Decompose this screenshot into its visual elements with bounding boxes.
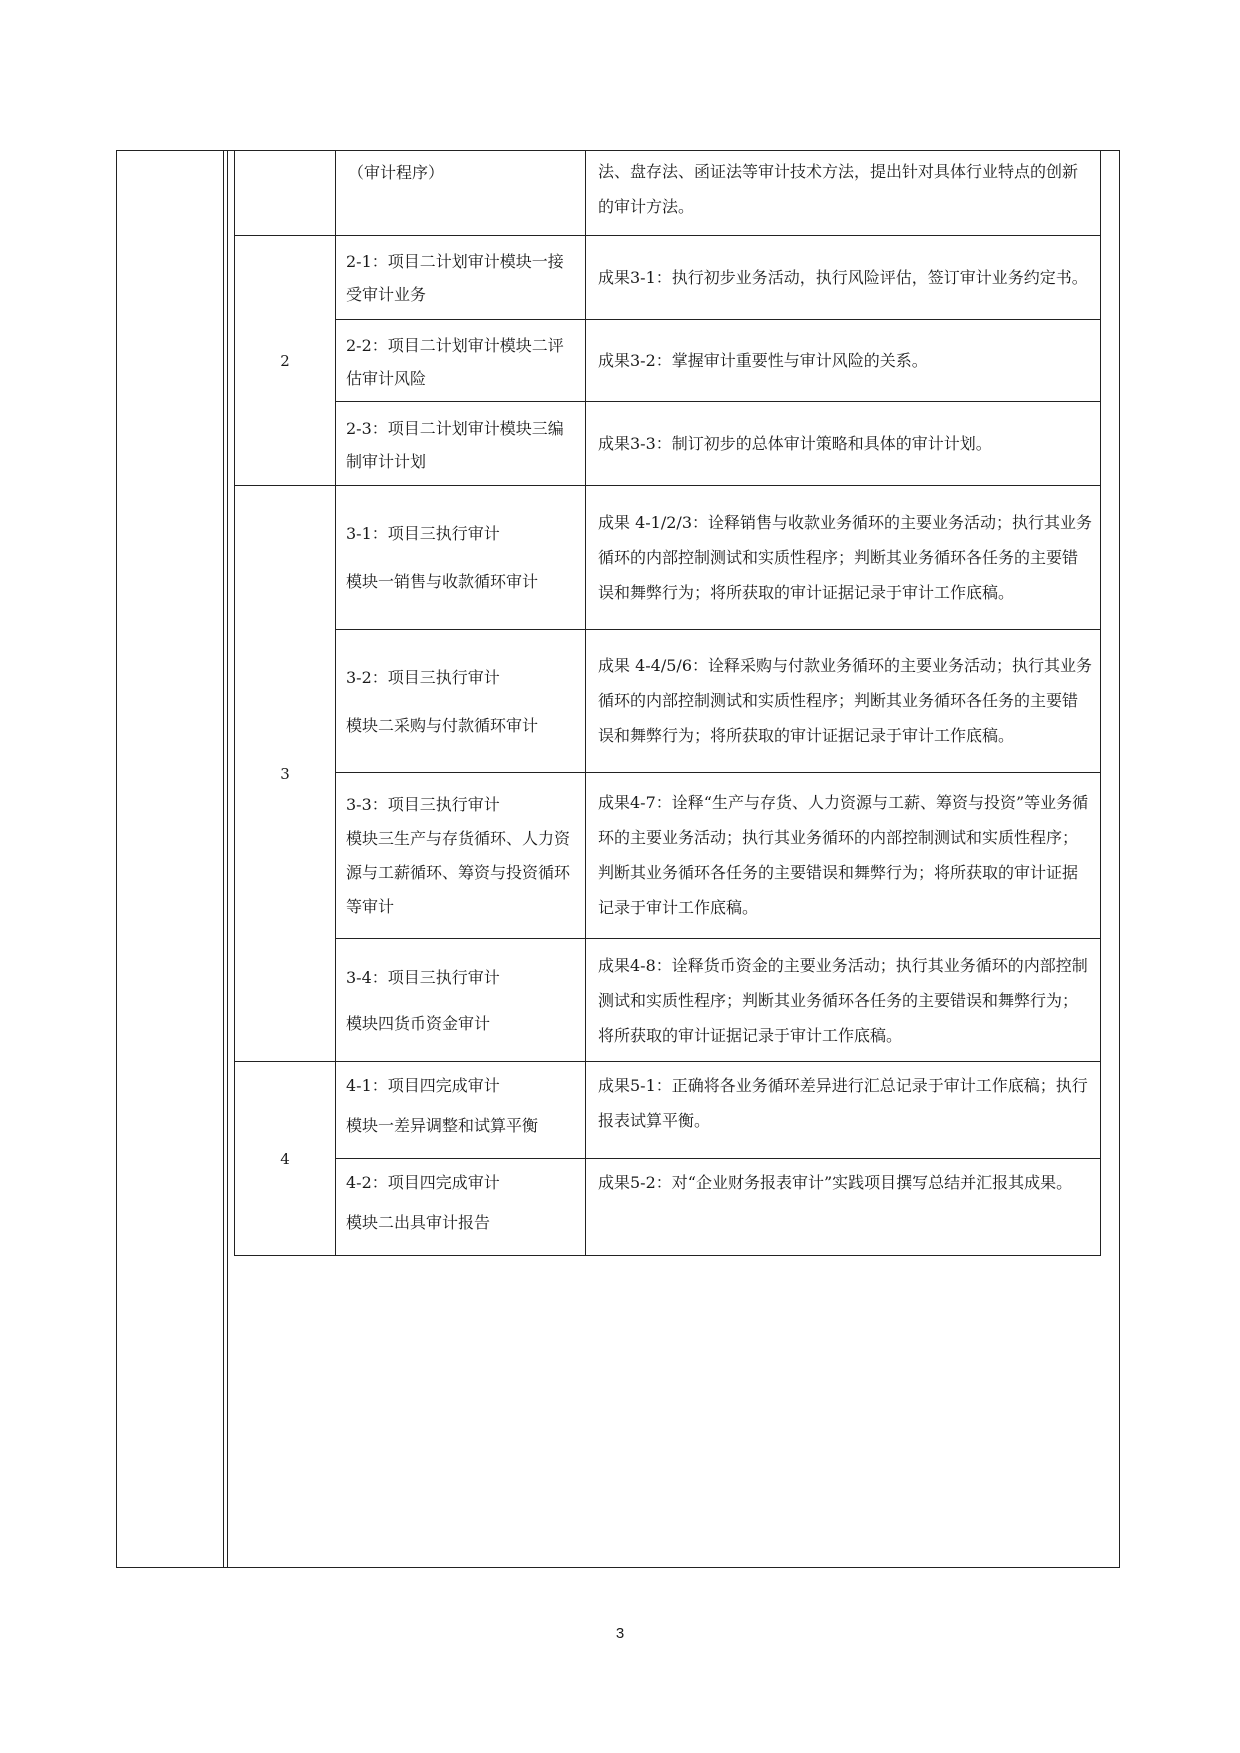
module-cell xyxy=(336,773,586,939)
module-cell xyxy=(336,1062,586,1158)
module-line-2: 模块一销售与收款循环审计 xyxy=(346,572,539,592)
result-cell xyxy=(586,236,1100,319)
module-line-2: 模块二采购与付款循环审计 xyxy=(346,715,539,735)
table-subrow xyxy=(336,402,1100,485)
module-cell xyxy=(336,150,586,235)
row-group xyxy=(336,1062,1100,1255)
module-cell xyxy=(336,486,586,629)
result-text: 成果4-8：诠释货币资金的主要业务活动；执行其业务循环的内部控制测试和实质性程序；判断其业务循环各任务的主要错误和舞弊行为；将所获取的审计证据记录于审计工作底稿。 xyxy=(598,955,1088,1045)
table-subrow xyxy=(336,773,1100,940)
result-cell xyxy=(586,1159,1100,1255)
result-text: 成果5-2：对“企业财务报表审计”实践项目撰写总结并汇报其成果。 xyxy=(598,1173,1073,1192)
module-line-2: 模块二出具审计报告 xyxy=(346,1213,491,1232)
table-subrow xyxy=(336,486,1100,630)
module-text: 2-3：项目二计划审计模块三编制审计计划 xyxy=(346,418,564,471)
table-subrow xyxy=(336,236,1100,320)
row-group xyxy=(336,236,1100,485)
row-number: 3 xyxy=(235,486,336,1061)
module-line-1: 3-2：项目三执行审计 xyxy=(346,667,500,687)
table-row-project-2 xyxy=(235,236,1100,486)
result-text: 成果 4-1/2/3：诠释销售与收款业务循环的主要业务活动；执行其业务循环的内部控制测试和实质性程序；判断其业务循环各任务的主要错误和舞弊行为；将所获取的审计证据记录于审计工作底稿。 xyxy=(598,512,1092,602)
result-cell xyxy=(586,630,1100,772)
result-cell xyxy=(586,150,1100,235)
curriculum-table xyxy=(234,150,1101,1256)
result-text: 成果 4-4/5/6：诠释采购与付款业务循环的主要业务活动；执行其业务循环的内部控制测试和实质性程序；判断其业务循环各任务的主要错误和舞弊行为；将所获取的审计证据记录于审计工作底稿。 xyxy=(598,656,1092,746)
row-group xyxy=(336,486,1100,1061)
outer-table-column-divider xyxy=(223,150,228,1568)
result-cell xyxy=(586,486,1100,629)
result-cell xyxy=(586,320,1100,402)
module-line-1: 3-1：项目三执行审计 xyxy=(346,524,500,544)
result-text: 成果3-3：制订初步的总体审计策略和具体的审计计划。 xyxy=(598,434,992,454)
table-subrow xyxy=(336,150,1100,235)
result-cell xyxy=(586,773,1100,939)
module-cell xyxy=(336,402,586,485)
module-cell xyxy=(336,236,586,319)
module-line-1: 4-2：项目四完成审计 xyxy=(346,1173,500,1192)
table-subrow xyxy=(336,320,1100,403)
module-cell xyxy=(336,320,586,402)
table-subrow xyxy=(336,939,1100,1061)
result-text: 成果4-7：诠释“生产与存货、人力资源与工薪、筹资与投资”等业务循环的主要业务活动；执行其业务循环的内部控制测试和实质性程序；判断其业务循环各任务的主要错误和舞弊行为；将所获取的审计证据记录于审计工作底稿。 xyxy=(598,793,1089,918)
page-number: 3 xyxy=(615,1625,625,1642)
table-top-border xyxy=(235,150,1100,151)
module-line-1: 3-4：项目三执行审计 xyxy=(346,968,500,988)
table-row-continued xyxy=(235,150,1100,236)
table-subrow xyxy=(336,630,1100,773)
module-cell xyxy=(336,939,586,1061)
table-row-project-3 xyxy=(235,486,1100,1062)
module-line-2: 模块三生产与存货循环、人力资源与工薪循环、筹资与投资循环等审计 xyxy=(346,829,571,917)
module-text: 2-2：项目二计划审计模块二评估审计风险 xyxy=(346,335,564,388)
row-number: 2 xyxy=(235,236,336,485)
table-subrow xyxy=(336,1159,1100,1255)
module-line-1: 4-1：项目四完成审计 xyxy=(346,1076,500,1095)
module-text: 2-1：项目二计划审计模块一接受审计业务 xyxy=(346,252,564,305)
result-text: 成果3-1：执行初步业务活动，执行风险评估，签订审计业务约定书。 xyxy=(598,267,1088,287)
module-line-2: 模块一差异调整和试算平衡 xyxy=(346,1116,539,1135)
module-line-1: 3-3：项目三执行审计 xyxy=(346,795,500,815)
row-number xyxy=(235,150,336,235)
module-line-2: 模块四货币资金审计 xyxy=(346,1014,491,1034)
result-cell xyxy=(586,402,1100,485)
result-cell xyxy=(586,1062,1100,1158)
result-cell xyxy=(586,939,1100,1061)
table-subrow xyxy=(336,1062,1100,1159)
result-text: 成果3-2：掌握审计重要性与审计风险的关系。 xyxy=(598,351,928,370)
result-text: 法、盘存法、函证法等审计技术方法，提出针对具体行业特点的创新的审计方法。 xyxy=(598,162,1079,216)
module-cell xyxy=(336,630,586,772)
result-text: 成果5-1：正确将各业务循环差异进行汇总记录于审计工作底稿；执行报表试算平衡。 xyxy=(598,1076,1088,1130)
table-row-project-4 xyxy=(235,1062,1100,1255)
row-number: 4 xyxy=(235,1062,336,1255)
module-text: （审计程序） xyxy=(348,163,445,182)
module-cell xyxy=(336,1159,586,1255)
row-group xyxy=(336,150,1100,235)
